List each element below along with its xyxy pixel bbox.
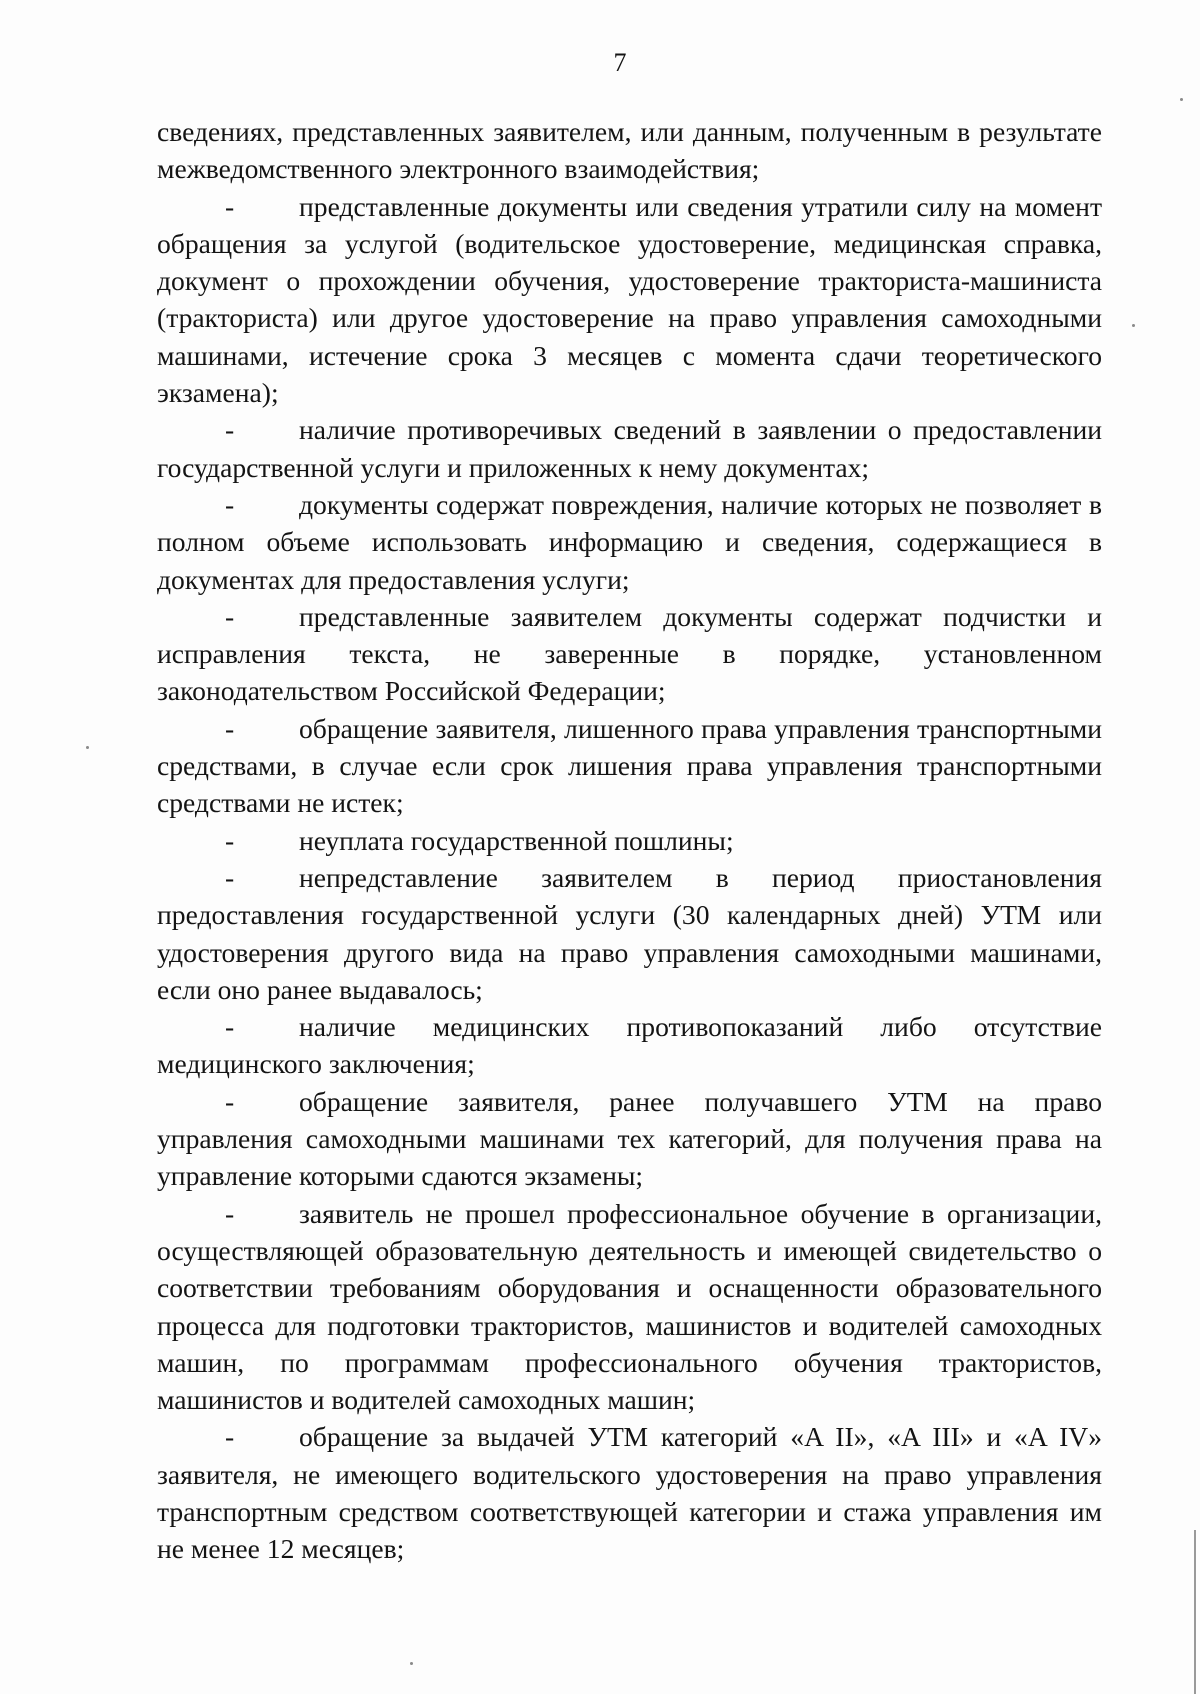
list-item-text: представленные документы или сведения утратили силу на момент обращения за услугой (водительское удостоверение, медицинская справка, документ о прохождении обучения, удостоверение тракториста-машиниста (тракториста) или другое удостоверение на право управления самоходными машинами, истечение срока 3 месяцев с момента сдачи теоретического экзамена); bbox=[157, 190, 1102, 409]
list-item bbox=[157, 486, 1102, 598]
scan-speck bbox=[1132, 324, 1135, 327]
list-marker: - bbox=[225, 861, 235, 893]
document-body bbox=[157, 113, 1102, 1568]
list-marker: - bbox=[225, 1197, 235, 1229]
list-marker: - bbox=[225, 1085, 235, 1117]
list-item bbox=[157, 188, 1102, 412]
list-marker: - bbox=[225, 824, 235, 856]
scan-speck bbox=[1180, 98, 1183, 101]
list-marker: - bbox=[225, 1421, 235, 1453]
list-marker: - bbox=[225, 1011, 235, 1043]
scan-edge-line bbox=[1194, 1530, 1196, 1694]
list-item-text: обращение заявителя, ранее получавшего УТМ на право управления самоходными машинами тех категорий, для получения права на управление которыми сдаются экзамены; bbox=[157, 1085, 1102, 1192]
list-item bbox=[157, 1008, 1102, 1083]
list-marker: - bbox=[225, 414, 235, 446]
list-marker: - bbox=[225, 488, 235, 520]
paragraph-text: сведениях, представленных заявителем, или данным, полученным в результате межведомственного электронного взаимодействия; bbox=[157, 116, 1102, 185]
paragraph-continuation bbox=[157, 113, 1102, 188]
list-item-text: обращение за выдачей УТМ категорий «A II», «A III» и «A IV» заявителя, не имеющего водительского удостоверения на право управления транспортным средством соответствующей категории и стажа управления им не менее 12 месяцев; bbox=[157, 1421, 1102, 1565]
list-item-text: обращение заявителя, лишенного права управления транспортными средствами, в случае если срок лишения права управления транспортными средствами не истек; bbox=[157, 712, 1102, 819]
list-item-text: представленные заявителем документы содержат подчистки и исправления текста, не заверенные в порядке, установленном законодательством Российской Федерации; bbox=[157, 600, 1102, 707]
list-item-text: непредставление заявителем в период приостановления предоставления государственной услуги (30 календарных дней) УТМ или удостоверения другого вида на право управления самоходными машинами, если оно ранее выдавалось; bbox=[157, 861, 1102, 1005]
list-item bbox=[157, 1083, 1102, 1195]
list-item bbox=[157, 598, 1102, 710]
list-marker: - bbox=[225, 190, 235, 222]
scan-speck bbox=[410, 1662, 413, 1665]
list-item bbox=[157, 822, 1102, 859]
list-item bbox=[157, 859, 1102, 1008]
list-item-text: неуплата государственной пошлины; bbox=[299, 824, 734, 856]
list-item bbox=[157, 411, 1102, 486]
list-item bbox=[157, 1195, 1102, 1419]
scan-speck bbox=[86, 746, 89, 749]
list-item-text: наличие медицинских противопоказаний либо отсутствие медицинского заключения; bbox=[157, 1011, 1102, 1080]
list-item-text: заявитель не прошел профессиональное обучение в организации, осуществляющей образовательную деятельность и имеющей свидетельство о соответствии требованиям оборудования и оснащенности образовательного процесса для подготовки трактористов, машинистов и водителей самоходных машин, по программам профессионального обучения трактористов, машинистов и водителей самоходных машин; bbox=[157, 1197, 1102, 1416]
list-marker: - bbox=[225, 712, 235, 744]
list-item bbox=[157, 1418, 1102, 1567]
list-item-text: наличие противоречивых сведений в заявлении о предоставлении государственной услуги и приложенных к нему документах; bbox=[157, 414, 1102, 483]
list-item-text: документы содержат повреждения, наличие которых не позволяет в полном объеме использовать информацию и сведения, содержащиеся в документах для предоставления услуги; bbox=[157, 488, 1102, 595]
list-marker: - bbox=[225, 600, 235, 632]
list-item bbox=[157, 710, 1102, 822]
page-number: 7 bbox=[613, 48, 627, 77]
